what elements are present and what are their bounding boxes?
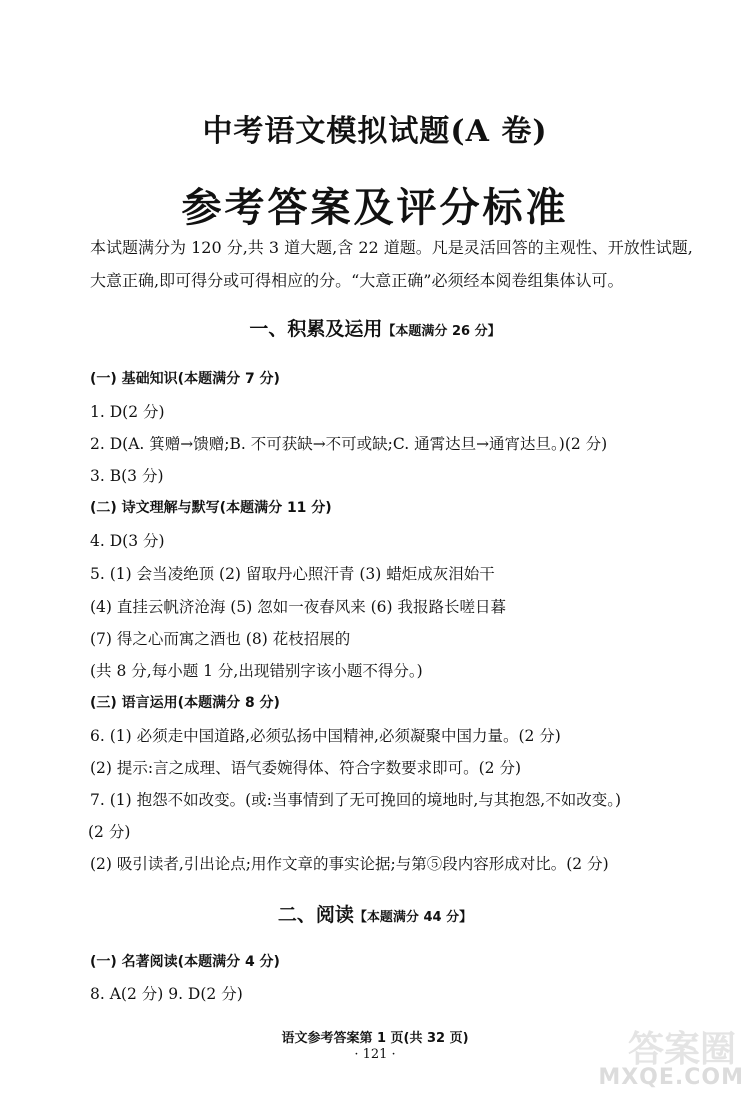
section-1-score-note: 【本题满分 26 分】 <box>382 324 501 339</box>
answer-line: (2) 吸引读者,引出论点;用作文章的事实论据;与第⑤段内容形成对比。(2 分) <box>90 855 609 873</box>
answer-line: (7) 得之心而寓之酒也 (8) 花枝招展的 <box>90 630 351 648</box>
answer-key-title: 参考答案及评分标准 <box>181 184 569 231</box>
intro-line-1: 本试题满分为 120 分,共 3 道大题,含 22 道题。凡是灵活回答的主观性、开放性试题, <box>90 238 693 257</box>
page-number: · 121 · <box>354 1047 396 1062</box>
answer-line: 1. D(2 分) <box>90 403 165 421</box>
section-2-heading <box>0 900 750 927</box>
watermark-logo <box>596 1021 746 1091</box>
answer-line: 8. A(2 分) 9. D(2 分) <box>90 985 243 1003</box>
exam-title: 中考语文模拟试题(A 卷) <box>202 114 548 149</box>
answer-line: (4) 直挂云帆济沧海 (5) 忽如一夜春风来 (6) 我报路长嗟日暮 <box>90 598 507 616</box>
watermark-text: 答案圈 <box>627 1029 736 1070</box>
part-2-heading: (二) 诗文理解与默写(本题满分 11 分) <box>90 500 332 516</box>
intro-line-2: 大意正确,即可得分或可得相应的分。“大意正确”必须经本阅卷组集体认可。 <box>90 271 624 290</box>
section-2-score-note: 【本题满分 44 分】 <box>353 910 473 925</box>
answer-line: (2 分) <box>88 823 131 841</box>
section-1-heading <box>0 314 750 341</box>
answer-line: 2. D(A. 箕赠→馈赠;B. 不可获缺→不可或缺;C. 通霄达旦→通宵达旦。)(2 分) <box>90 435 608 453</box>
answer-line: 3. B(3 分) <box>90 467 164 485</box>
reading-part-1-heading: (一) 名著阅读(本题满分 4 分) <box>90 954 280 970</box>
answer-line: 5. (1) 会当凌绝顶 (2) 留取丹心照汗青 (3) 蜡炬成灰泪始干 <box>90 565 495 583</box>
section-2-title: 二、阅读 <box>277 904 354 926</box>
part-1-heading: (一) 基础知识(本题满分 7 分) <box>90 371 280 387</box>
watermark-url: MXQE.COM <box>598 1065 744 1090</box>
page-footer: 语文参考答案第 1 页(共 32 页) <box>281 1031 469 1046</box>
section-1-title: 一、积累及运用 <box>249 318 383 340</box>
answer-line: 7. (1) 抱怨不如改变。(或:当事情到了无可挽回的境地时,与其抱怨,不如改变。) <box>90 791 622 809</box>
answer-line: (共 8 分,每小题 1 分,出现错别字该小题不得分。) <box>90 662 423 680</box>
answer-line: (2) 提示:言之成理、语气委婉得体、符合字数要求即可。(2 分) <box>90 759 521 777</box>
part-3-heading: (三) 语言运用(本题满分 8 分) <box>90 695 280 711</box>
answer-line: 4. D(3 分) <box>90 532 165 550</box>
answer-line: 6. (1) 必须走中国道路,必须弘扬中国精神,必须凝聚中国力量。(2 分) <box>90 727 561 745</box>
